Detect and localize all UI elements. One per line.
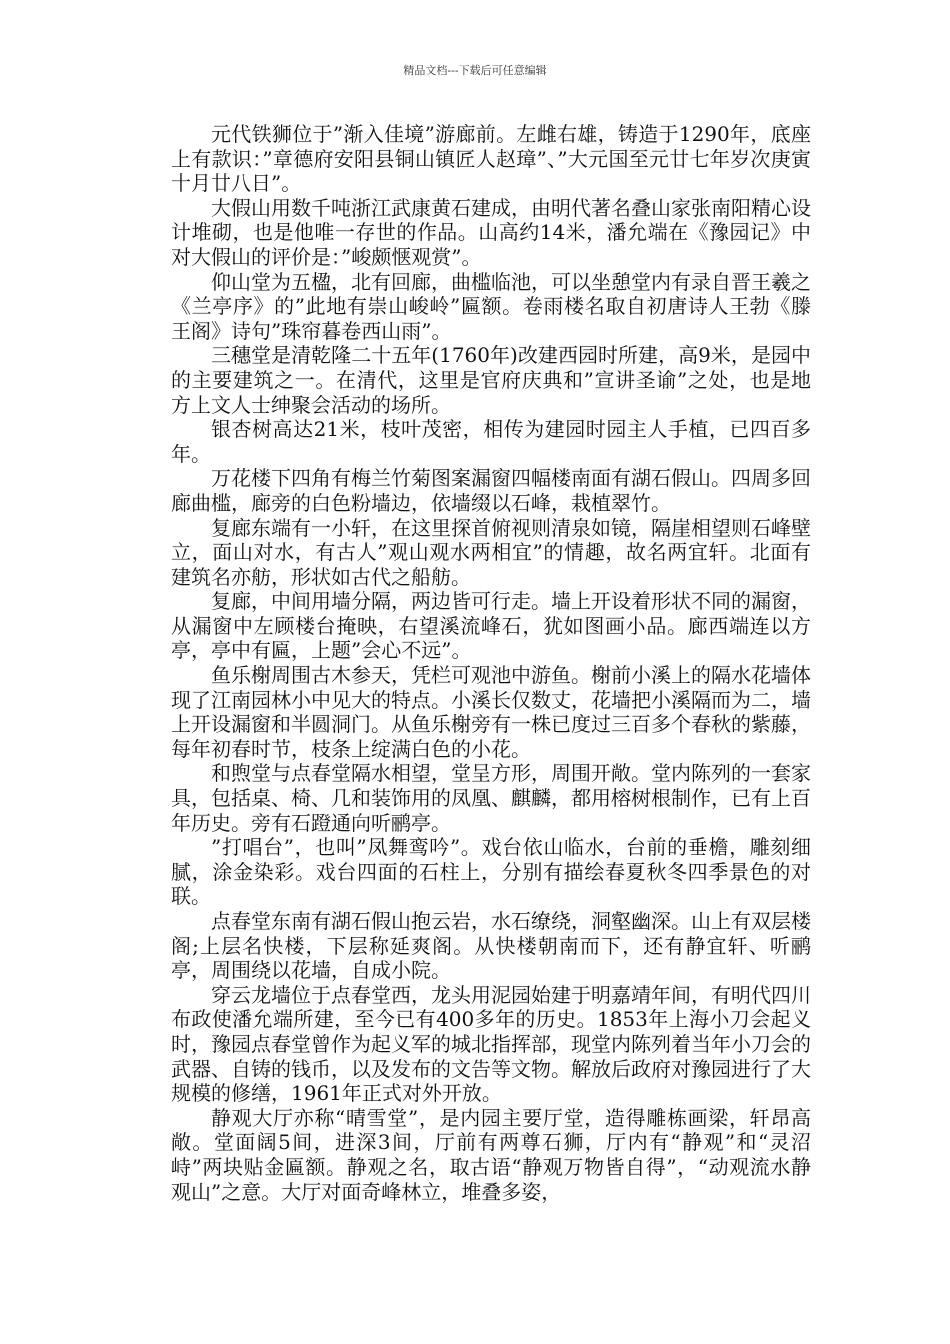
paragraph-hexu-hall: 和煦堂与点春堂隔水相望，堂呈方形，周围开敞。堂内陈列的一套家具，包括桌、椅、几和装饰用的凤凰、麒麟，都用榕树根制作，已有上百年历史。旁有石蹬通向听鹂亭。 [171, 761, 811, 835]
paragraph-iron-lions: 元代铁狮位于”渐入佳境”游廊前。左雌右雄，铸造于1290年，底座上有款识：”章德府安阳县铜山镇匠人赵璋”、”大元国至元廿七年岁次庚寅十月廿八日”。 [171, 122, 811, 196]
document-body [171, 122, 811, 1204]
paragraph-big-rockery: 大假山用数千吨浙江武康黄石建成，由明代著名叠山家张南阳精心设计堆砌，也是他唯一存世的作品。山高约14米，潘允端在《豫园记》中对大假山的评价是：”峻颇惬观赏”。 [171, 195, 811, 269]
paragraph-dragon-wall: 穿云龙墙位于点春堂西，龙头用泥园始建于明嘉靖年间，有明代四川布政使潘允端所建，至今已有400多年的历史。1853年上海小刀会起义时，豫园点春堂曾作为起义军的城北指挥部，现堂内陈列着当年小刀会的武器、自铸的钱币，以及发布的文告等文物。解放后政府对豫园进行了大规模的修缮，1961年正式对外开放。 [171, 982, 811, 1106]
paragraph-liangyi-pavilion: 复廊东端有一小轩，在这里探首俯视则清泉如镜，隔崖相望则石峰壁立，面山对水，有古人”观山观水两相宜”的情趣，故名两宜轩。北面有建筑名亦舫，形状如古代之船舫。 [171, 515, 811, 589]
paragraph-sansui-hall: 三穗堂是清乾隆二十五年(1760年)改建西园时所建，高9米，是园中的主要建筑之一。在清代，这里是官府庆典和”宣讲圣谕”之处，也是地方上文人士绅聚会活动的场所。 [171, 343, 811, 417]
paragraph-opera-stage: ”打唱台”，也叫”凤舞鸾吟”。戏台依山临水，台前的垂檐，雕刻细腻，涂金染彩。戏台四面的石柱上，分别有描绘春夏秋冬四季景色的对联。 [171, 835, 811, 909]
paragraph-ginkgo-tree: 银杏树高达21米，枝叶茂密，相传为建园时园主人手植，已四百多年。 [171, 417, 811, 466]
paragraph-yule-pavilion: 鱼乐榭周围古木参天，凭栏可观池中游鱼。榭前小溪上的隔水花墙体现了江南园林小中见大的特点。小溪长仅数丈，花墙把小溪隔而为二，墙上开设漏窗和半圆洞门。从鱼乐榭旁有一株已度过三百多个春秋的紫藤，每年初春时节，枝条上绽满白色的小花。 [171, 663, 811, 761]
paragraph-double-corridor: 复廊，中间用墙分隔，两边皆可行走。墙上开设着形状不同的漏窗，从漏窗中左顾楼台掩映，右望溪流峰石，犹如图画小品。廊西端连以方亭，亭中有匾，上题”会心不远”。 [171, 589, 811, 663]
paragraph-wanhua-tower: 万花楼下四角有梅兰竹菊图案漏窗四幅楼南面有湖石假山。四周多回廊曲槛，廊旁的白色粉墙边，依墙缀以石峰，栽植翠竹。 [171, 466, 811, 515]
paragraph-jingguan-hall: 静观大厅亦称“晴雪堂”，是内园主要厅堂，造得雕栋画梁，轩昂高敞。堂面阔5间，进深3间，厅前有两尊石狮，厅内有“静观”和“灵沼峙”两块贴金匾额。静观之名，取古语“静观万物皆自得”，“动观流水静观山”之意。大厅对面奇峰林立，堆叠多姿， [171, 1105, 811, 1204]
paragraph-baoyun-rock: 点春堂东南有湖石假山抱云岩，水石缭绕，洞壑幽深。山上有双层楼阁;上层名快楼，下层称延爽阁。从快楼朝南而下，还有静宜轩、听鹂亭，周围绕以花墙，自成小院。 [171, 909, 811, 983]
page-header: 精品文档---下载后可任意编辑 [403, 64, 547, 77]
paragraph-yangshan-hall: 仰山堂为五楹，北有回廊，曲槛临池，可以坐憩堂内有录自晋王羲之《兰亭序》的”此地有崇山峻岭”匾额。卷雨楼名取自初唐诗人王勃《滕王阁》诗句”珠帘暮卷西山雨”。 [171, 269, 811, 343]
